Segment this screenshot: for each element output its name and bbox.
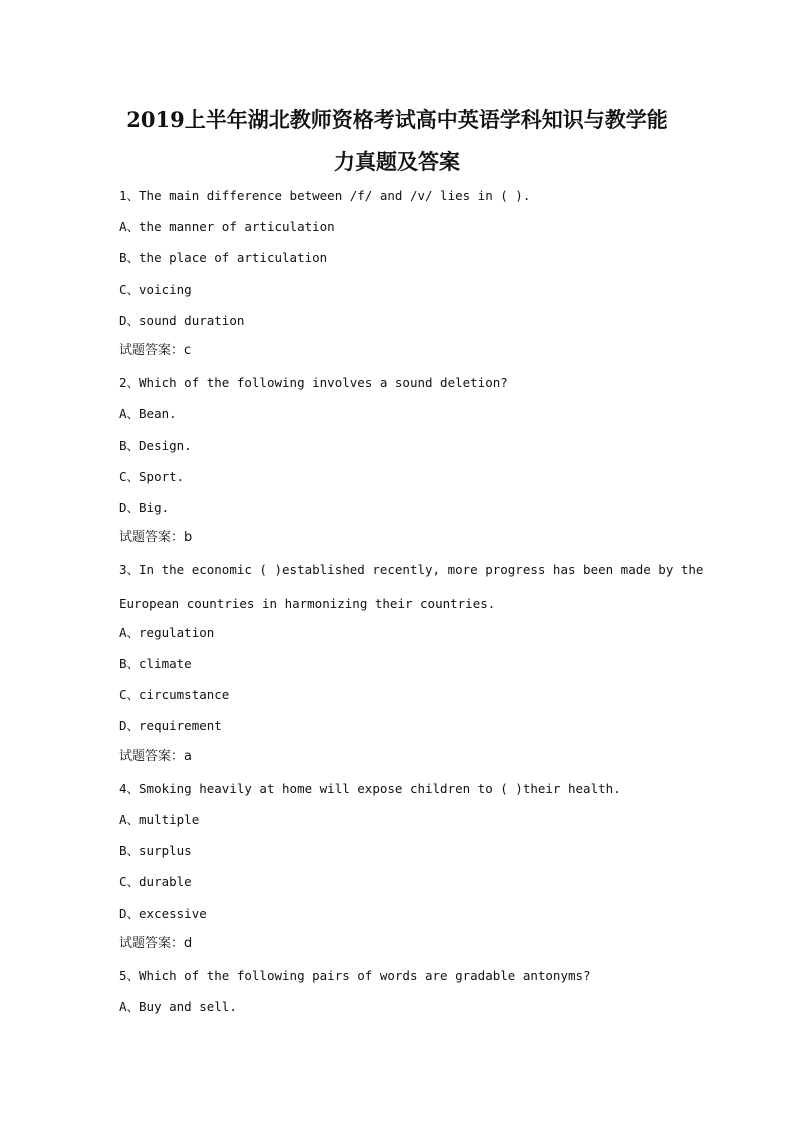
question-4-option-b: B、surplus bbox=[119, 843, 192, 858]
question-4-answer: 试题答案：d bbox=[119, 936, 193, 951]
question-3-stem-continued: European countries in harmonizing their countries. bbox=[119, 596, 496, 611]
question-1-option-b: B、the place of articulation bbox=[119, 250, 328, 265]
question-2-stem: 2、Which of the following involves a sound deletion? bbox=[119, 375, 508, 390]
document-title-line-1: 2019上半年湖北教师资格考试高中英语学科知识与教学能 bbox=[126, 107, 668, 132]
question-3-option-b: B、climate bbox=[119, 656, 192, 671]
question-3-option-d: D、requirement bbox=[119, 718, 222, 733]
question-4-option-c: C、durable bbox=[119, 874, 192, 889]
question-1-answer: 试题答案：c bbox=[119, 343, 192, 358]
question-2-option-d: D、Big. bbox=[119, 500, 170, 515]
question-2-answer: 试题答案：b bbox=[119, 530, 193, 545]
question-2-option-a: A、Bean. bbox=[119, 406, 177, 421]
question-5-option-a: A、Buy and sell. bbox=[119, 999, 237, 1014]
question-4-stem: 4、Smoking heavily at home will expose children to ( )their health. bbox=[119, 781, 621, 796]
question-2-option-c: C、Sport. bbox=[119, 469, 185, 484]
document-title-line-2: 力真题及答案 bbox=[334, 149, 460, 174]
question-1-option-c: C、voicing bbox=[119, 282, 192, 297]
question-3-answer: 试题答案：a bbox=[119, 749, 192, 764]
question-3-option-c: C、circumstance bbox=[119, 687, 230, 702]
question-1-option-d: D、sound duration bbox=[119, 313, 245, 328]
question-1-option-a: A、the manner of articulation bbox=[119, 219, 335, 234]
question-3-stem: 3、In the economic ( )established recently, more progress has been made by the bbox=[119, 562, 704, 577]
question-2-option-b: B、Design. bbox=[119, 438, 192, 453]
question-3-option-a: A、regulation bbox=[119, 625, 215, 640]
question-1-stem: 1、The main difference between /f/ and /v/ lies in ( ). bbox=[119, 188, 531, 203]
question-5-stem: 5、Which of the following pairs of words are gradable antonyms? bbox=[119, 968, 591, 983]
question-4-option-a: A、multiple bbox=[119, 812, 200, 827]
question-4-option-d: D、excessive bbox=[119, 906, 207, 921]
